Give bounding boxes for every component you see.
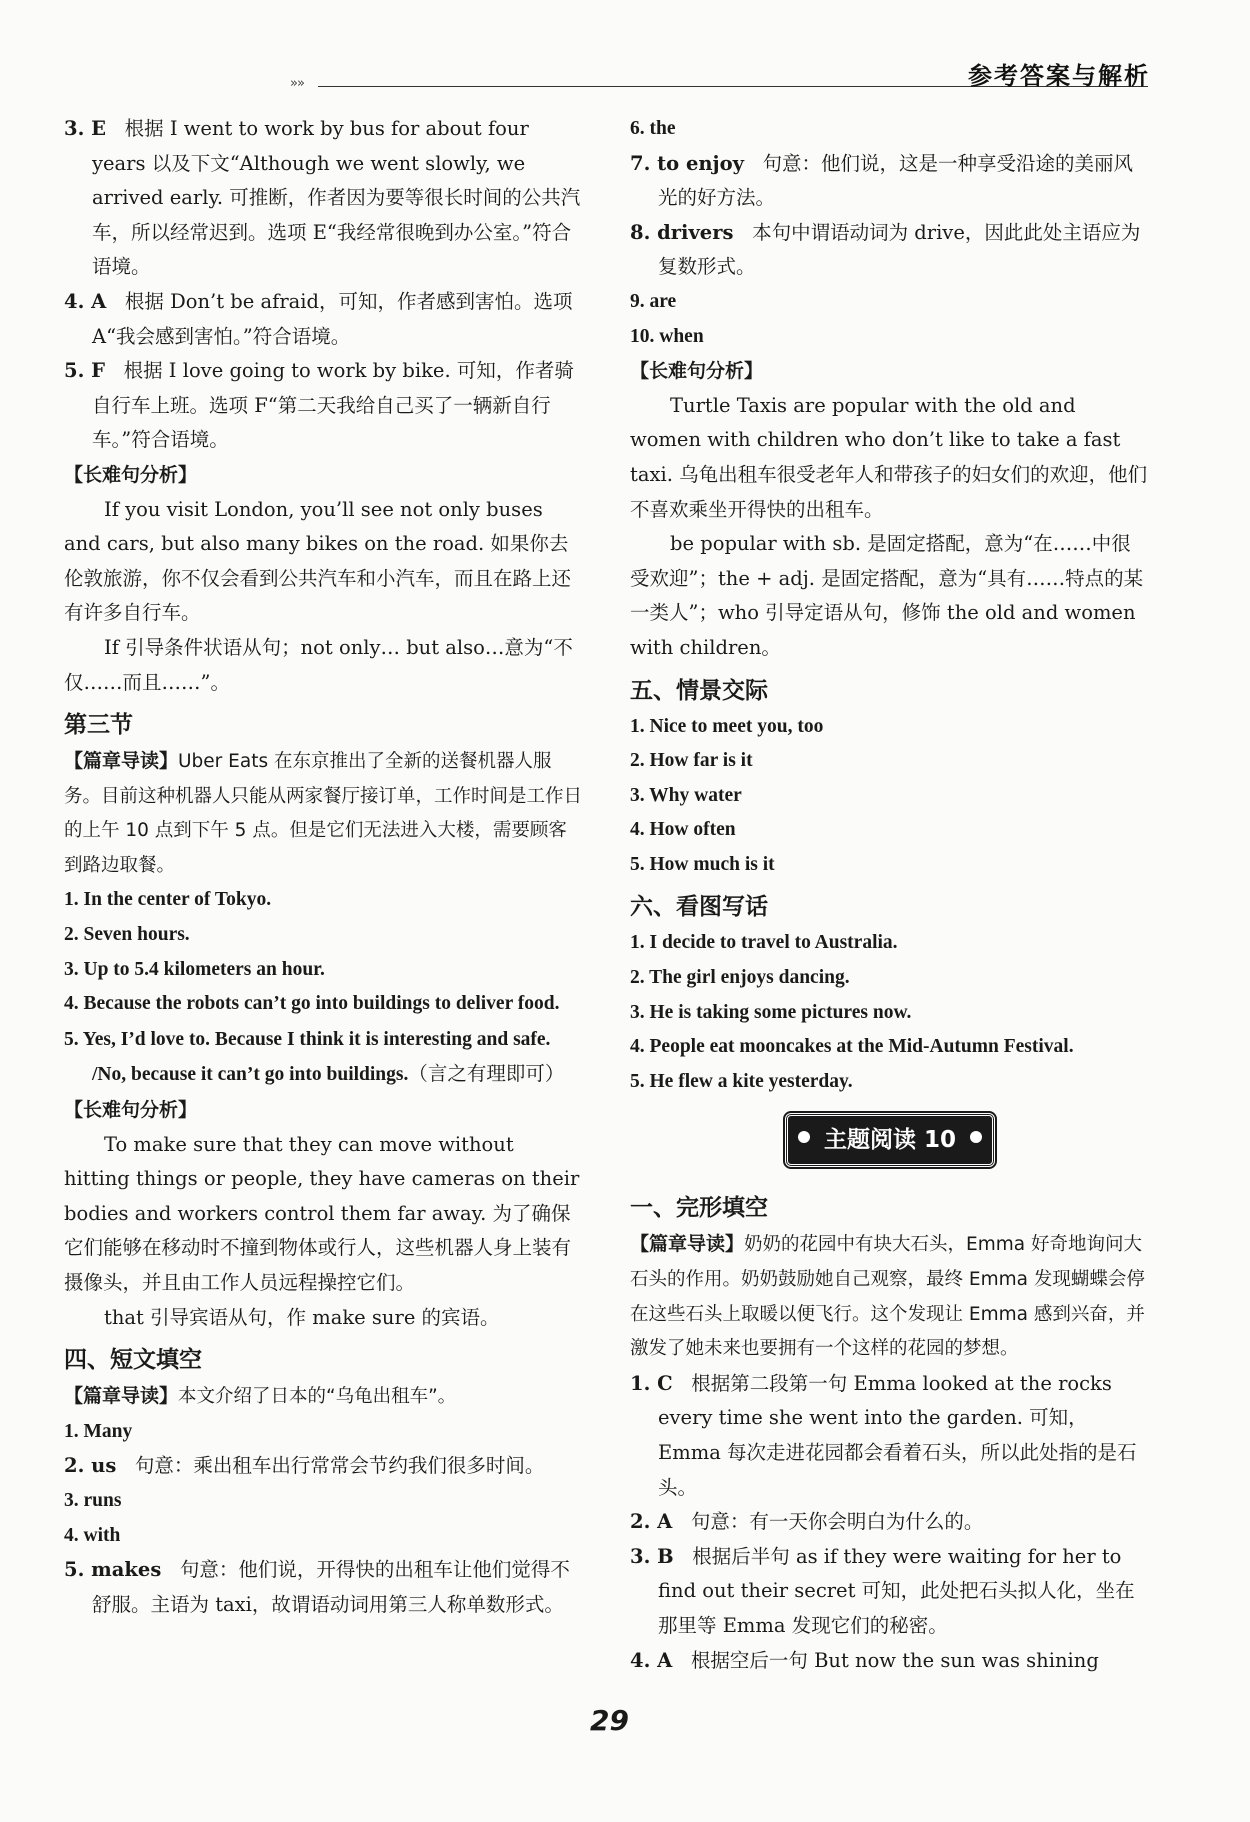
answer-item: 3. Why water	[630, 784, 742, 806]
guide-tag: 【篇章导读】	[630, 1233, 745, 1256]
analysis-text: If you visit London, you’ll see not only buses and cars, but also many bikes on the road. 如果你去伦敦旅游，你不仅会看到公共汽车和小汽车，而且在路上还有许多自行车。	[64, 497, 572, 625]
section-title: 四、短文填空	[64, 1347, 202, 1374]
theme-badge-wrapper	[630, 1113, 1150, 1167]
answer-item	[64, 1553, 584, 1622]
answer-note: （言之有理即可）	[408, 1062, 565, 1086]
answer-item: 1. Many	[64, 1420, 133, 1442]
answer-item: 10. when	[630, 325, 704, 347]
header-title: 参考答案与解析	[968, 62, 1150, 90]
answer-item: 4. People eat mooncakes at the Mid-Autumn Festival.	[630, 1036, 1074, 1058]
analysis-text: If 引导条件状语从句；not only… but also…意为“不仅……而且……”。	[64, 635, 573, 694]
answer-text: 本句中谓语动词为 drive，因此此处主语应为复数形式。	[658, 220, 1141, 279]
answer-item: 2. Seven hours.	[64, 924, 190, 946]
answer-number: 5. makes	[64, 1558, 162, 1582]
answer-text: 句意：他们说，开得快的出租车让他们觉得不舒服。主语为 taxi，故谓语动词用第三人称单数形式。	[92, 1558, 570, 1616]
answer-number: 2. A	[630, 1510, 673, 1534]
answer-item: 4. Because the robots can’t go into buildings to deliver food.	[64, 993, 560, 1015]
answer-item	[64, 1449, 584, 1484]
analysis-tag: 【长难句分析】	[64, 463, 198, 486]
guide-paragraph	[64, 1379, 584, 1415]
answer-item: 9. are	[630, 290, 677, 312]
guide-tag: 【篇章导读】	[64, 1385, 179, 1408]
answer-item: 4. with	[64, 1524, 121, 1546]
answer-item	[630, 216, 1150, 285]
answer-item: 1. Nice to meet you, too	[630, 715, 824, 737]
section-title: 五、情景交际	[630, 677, 768, 704]
answer-text: 根据后半句 as if they were waiting for her to find out their secret 可知，此处把石头拟人化，坐在那里等 Emma 发现它们的秘密。	[658, 1544, 1135, 1637]
answer-text: 根据 I love going to work by bike. 可知，作者骑自行车上班。选项 F“第二天我给自己买了一辆新自行车。”符合语境。	[92, 359, 574, 452]
answer-item	[630, 1505, 1150, 1540]
answer-number: 4. A	[630, 1648, 673, 1672]
answer-number: 3. B	[630, 1544, 674, 1568]
right-column	[630, 112, 1150, 1678]
guide-text: 奶奶的花园中有块大石头，Emma 好奇地询问大石头的作用。奶奶鼓励她自己观察，最终 Emma 发现蝴蝶会停在这些石头上取暖以便飞行。这个发现让 Emma 感到兴奋，并激发了她未来也要拥有一个这样的花园的梦想。	[630, 1234, 1145, 1360]
guide-text: 本文介绍了日本的“乌龟出租车”。	[178, 1386, 457, 1408]
badge-dot-icon	[970, 1131, 982, 1143]
header-arrows: »»	[290, 76, 304, 91]
guide-tag: 【篇章导读】	[64, 750, 179, 773]
answer-item: 2. The girl enjoys dancing.	[630, 967, 850, 989]
answer-item: 1. I decide to travel to Australia.	[630, 932, 898, 954]
analysis-text: that 引导宾语从句，作 make sure 的宾语。	[104, 1305, 500, 1329]
answer-text: 5. Yes, I’d love to. Because I think it is interesting and safe. /No, because it can’t go into buildings.	[64, 1028, 551, 1086]
answer-item	[630, 1644, 1150, 1679]
answer-number: 1. C	[630, 1371, 673, 1395]
analysis-tag: 【长难句分析】	[630, 360, 764, 383]
answer-item: 5. He flew a kite yesterday.	[630, 1070, 853, 1092]
section-title: 一、完形填空	[630, 1195, 768, 1222]
answer-item	[64, 1022, 584, 1093]
answer-item: 3. Up to 5.4 kilometers an hour.	[64, 958, 325, 980]
answer-number: 8. drivers	[630, 220, 734, 244]
answer-item: 1. In the center of Tokyo.	[64, 889, 272, 911]
answer-text: 根据第二段第一句 Emma looked at the rocks every time she went into the garden. 可知，Emma 每次走进花园都会看着石头，所以此处指的是石头。	[658, 1371, 1137, 1499]
answer-text: 句意：他们说，这是一种享受沿途的美丽风光的好方法。	[658, 151, 1134, 210]
answer-text: 根据空后一句 But now the sun was shining	[690, 1648, 1099, 1672]
answer-text: 根据 I went to work by bus for about four years 以及下文“Although we went slowly, we arrived early. 可推断，作者因为要等很长时间的公共汽车，所以经常迟到。选项 E“我经常很晚到办公室。”符合语境。	[92, 117, 581, 279]
answer-item: 3. runs	[64, 1489, 122, 1511]
answer-text: 句意：有一天你会明白为什么的。	[690, 1510, 984, 1534]
guide-text: Uber Eats 在东京推出了全新的送餐机器人服务。目前这种机器人只能从两家餐厅接订单，工作时间是工作日的上午 10 点到下午 5 点。但是它们无法进入大楼，需要顾客到路边取餐。	[64, 751, 583, 876]
guide-paragraph	[630, 1227, 1150, 1366]
page-number: 29	[590, 1704, 629, 1737]
answer-item: 4. How often	[630, 819, 736, 841]
theme-badge-label: 主题阅读 10	[823, 1127, 956, 1154]
answer-number: 7. to enjoy	[630, 151, 744, 175]
analysis-text: Turtle Taxis are popular with the old and women with children who don’t like to take a fast taxi. 乌龟出租车很受老年人和带孩子的妇女们的欢迎，他们不喜欢乘坐开得快的出租车。	[630, 393, 1148, 521]
analysis-text: To make sure that they can move without hitting things or people, they have cameras on their bodies and workers control them far away. 为了确保它们能够在移动时不撞到物体或行人，这些机器人身上装有摄像头，并且由工作人员远程操控它们。	[64, 1132, 580, 1294]
answer-item	[630, 1540, 1150, 1644]
analysis-tag: 【长难句分析】	[64, 1099, 198, 1122]
answer-item: 6. the	[630, 118, 676, 139]
answer-number: 4. A	[64, 289, 107, 313]
answer-text: 句意：乘出租车出行常常会节约我们很多时间。	[134, 1454, 545, 1478]
answer-item: 3. He is taking some pictures now.	[630, 1001, 912, 1023]
analysis-text: be popular with sb. 是固定搭配，意为“在……中很受欢迎”；the + adj. 是固定搭配，意为“具有……特点的某一类人”；who 引导定语从句，修饰 the old and women with children。	[630, 532, 1144, 659]
section-title: 第三节	[64, 712, 133, 739]
answer-item: 5. How much is it	[630, 853, 775, 875]
left-column	[64, 112, 584, 1622]
answer-item	[64, 285, 584, 354]
section-title: 六、看图写话	[630, 894, 768, 921]
answer-text: 根据 Don’t be afraid，可知，作者感到害怕。选项 A“我会感到害怕。”符合语境。	[92, 289, 573, 348]
answer-number: 5. F	[64, 359, 105, 383]
answer-number: 3. E	[64, 117, 107, 140]
answer-item	[630, 147, 1150, 216]
answer-item	[64, 112, 584, 285]
badge-dot-icon	[798, 1131, 810, 1143]
answer-item	[630, 1367, 1150, 1505]
guide-paragraph	[64, 744, 584, 883]
answer-item	[64, 354, 584, 458]
theme-badge	[785, 1113, 995, 1167]
answer-item: 2. How far is it	[630, 750, 753, 772]
answer-number: 2. us	[64, 1454, 117, 1478]
page-header	[0, 0, 1250, 95]
